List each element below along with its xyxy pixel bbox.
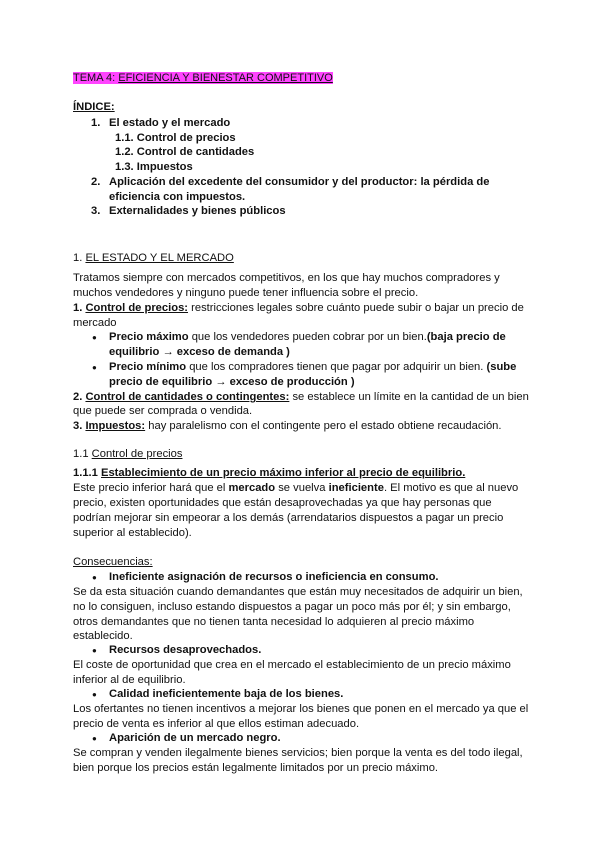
paragraph-line: que puede ser comprada o vendida.	[73, 405, 253, 417]
impuestos-line	[73, 420, 502, 432]
index-item: 1.1. Control de precios	[115, 132, 236, 144]
paragraph-line: inferior al de equilibrio.	[73, 674, 186, 686]
paragraph-line: bien porque los precios están legalmente limitados por un precio máximo.	[73, 762, 439, 774]
paragraph-line: Se compran y venden ilegalmente bienes servicios; bien porque la venta es del todo ilegal,	[73, 747, 523, 759]
bullet-icon: ●	[92, 690, 97, 699]
text-run: Este precio inferior hará que el	[73, 482, 229, 494]
text-run: mercado	[228, 482, 276, 494]
bullet-term: Precio mínimo	[109, 361, 187, 373]
bullet-icon: ●	[92, 646, 97, 655]
index-item: 1.3. Impuestos	[115, 161, 193, 173]
consecuencias-label: Consecuencias:	[73, 556, 153, 568]
bullet-icon: ●	[92, 734, 97, 743]
section-title: EL ESTADO Y EL MERCADO	[85, 252, 234, 264]
bullet-item-line: equilibrio → exceso de demanda )	[109, 346, 290, 358]
paragraph-line: mercado	[73, 317, 117, 329]
paragraph-line: establecido.	[73, 630, 133, 642]
paragraph-line: muchos vendedores y ninguno puede tener influencia sobre el precio.	[73, 287, 419, 299]
paragraph-line: precio, existen oportunidades que están desaprovechadas ya que hay personas que	[73, 497, 492, 509]
paragraph-line	[73, 482, 518, 494]
term-text: se establece un límite en la cantidad de un bien	[289, 391, 529, 403]
section-number: 1.1	[73, 448, 92, 460]
paragraph-line: Se da esta situación cuando demandantes que están muy necesitados de adquirir un bien,	[73, 586, 523, 598]
title-text: EFICIENCIA Y BIENESTAR COMPETITIVO	[118, 72, 333, 84]
index-item	[91, 117, 100, 129]
text-run: se vuelva	[275, 482, 329, 494]
paragraph-line: precio de venta es inferior al que ellos estiman adecuado.	[73, 718, 360, 730]
section-number: 1.1.1	[73, 467, 101, 479]
bullet-icon: ●	[92, 333, 97, 342]
index-item	[91, 176, 100, 188]
index-item-number: 2.	[91, 176, 101, 188]
text-run: ineficiente	[328, 482, 384, 494]
term-text: hay paralelismo con el contingente pero el estado obtiene recaudación.	[145, 420, 502, 432]
term-label: Control de cantidades o contingentes:	[85, 391, 290, 403]
subsubsection-heading	[73, 467, 465, 479]
item-number: 3.	[73, 420, 86, 432]
bullet-item	[109, 331, 506, 343]
paragraph-line: otros demandantes que no tienen tanta necesidad lo adquieren al precio máximo	[73, 616, 475, 628]
consequence-title: Recursos desaprovechados.	[109, 644, 262, 656]
section-title: Establecimiento de un precio máximo inferior al precio de equilibrio.	[101, 467, 466, 479]
bullet-note: (baja precio de	[426, 331, 506, 343]
paragraph-line: superior al establecido).	[73, 527, 192, 539]
bullet-icon: ●	[92, 573, 97, 582]
bullet-text: que los compradores tienen que pagar por adquirir un bien.	[186, 361, 487, 373]
paragraph-line: El coste de oportunidad que crea en el mercado el establecimiento de un precio máximo	[73, 659, 511, 671]
title-prefix: TEMA 4:	[73, 72, 119, 84]
term-label: Impuestos:	[85, 420, 146, 432]
index-item: El estado y el mercado	[109, 117, 231, 129]
bullet-text: que los vendedores pueden cobrar por un bien.	[188, 331, 427, 343]
item-number: 2.	[73, 391, 86, 403]
subsection-heading	[73, 448, 182, 460]
bullet-note: (sube	[486, 361, 517, 373]
item-number: 1.	[73, 302, 86, 314]
section-heading	[73, 252, 234, 264]
section-number: 1.	[73, 252, 86, 264]
section-title: Control de precios	[91, 448, 183, 460]
paragraph-line: Los ofertantes no tienen incentivos a mejorar los bienes que ponen en el mercado ya que el	[73, 703, 529, 715]
consequence-title: Calidad ineficientemente baja de los bienes.	[109, 688, 344, 700]
paragraph-line: no lo consiguen, incluso estando dispuestos a pagar un poco más por él; y sin embargo,	[73, 601, 511, 613]
paragraph-line: podrían mejorar sin empeorar a los demás (arrendatarios dispuestos a pagar un precio	[73, 512, 504, 524]
bullet-icon: ●	[92, 363, 97, 372]
control-precios-line	[73, 302, 524, 314]
index-item-number: 3.	[91, 205, 101, 217]
bullet-term: Precio máximo	[109, 331, 189, 343]
consequence-title: Aparición de un mercado negro.	[109, 732, 281, 744]
index-heading: ÍNDICE:	[73, 101, 115, 113]
document-title	[73, 72, 333, 84]
index-item	[91, 205, 100, 217]
term-label: Control de precios:	[85, 302, 189, 314]
index-item: Aplicación del excedente del consumidor y del productor: la pérdida de	[109, 176, 490, 188]
paragraph-line: Tratamos siempre con mercados competitivos, en los que hay muchos compradores y	[73, 272, 500, 284]
control-cantidades-line	[73, 391, 529, 403]
index-item: Externalidades y bienes públicos	[109, 205, 286, 217]
index-item-number: 1.	[91, 117, 101, 129]
bullet-item-line: precio de equilibrio → exceso de producción )	[109, 376, 355, 388]
text-run: . El motivo es que al nuevo	[383, 482, 519, 494]
index-item: eficiencia con impuestos.	[109, 191, 246, 203]
bullet-item	[109, 361, 516, 373]
consequence-title: Ineficiente asignación de recursos o ineficiencia en consumo.	[109, 571, 439, 583]
index-item: 1.2. Control de cantidades	[115, 146, 255, 158]
term-text: restricciones legales sobre cuánto puede subir o bajar un precio de	[188, 302, 524, 314]
